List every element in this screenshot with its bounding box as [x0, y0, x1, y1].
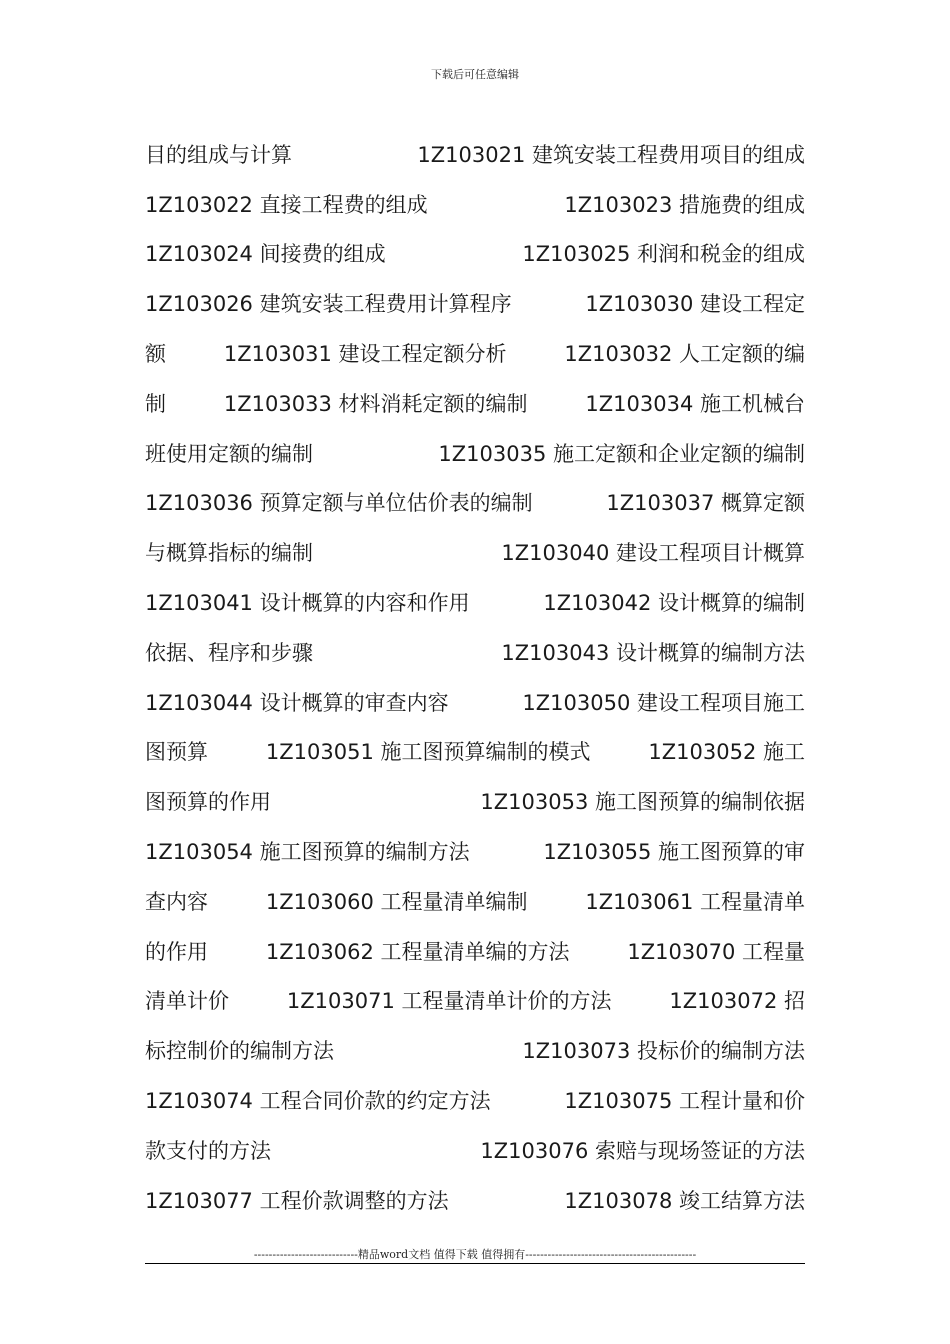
- text-segment: 图预算: [145, 740, 208, 765]
- text-segment: 1Z103023 措施费的组成: [564, 192, 805, 217]
- text-segment: 1Z103025 利润和税金的组成: [522, 242, 805, 267]
- text-segment: 1Z103050 建设工程项目施工: [522, 690, 805, 715]
- text-segment: 1Z103035 施工定额和企业定额的编制: [438, 441, 805, 466]
- text-line: [145, 977, 805, 1027]
- text-line: [145, 130, 805, 180]
- text-segment: 款支付的方法: [145, 1138, 271, 1163]
- text-segment: 1Z103053 施工图预算的编制依据: [480, 790, 805, 815]
- page-footer: ----------------------------精品word文档 值得下载 值得拥有----------------------------------------------: [253, 1248, 697, 1261]
- text-segment: 与概算指标的编制: [145, 541, 313, 566]
- text-segment: 1Z103073 投标价的编制方法: [522, 1039, 805, 1064]
- text-line: [145, 429, 805, 479]
- text-line: [145, 777, 805, 827]
- text-segment: 1Z103044 设计概算的审查内容: [145, 690, 449, 715]
- text-segment: 1Z103077 工程价款调整的方法: [145, 1188, 449, 1213]
- text-line: [145, 230, 805, 280]
- text-segment: 1Z103031 建设工程定额分析: [223, 342, 507, 367]
- text-segment: 1Z103043 设计概算的编制方法: [501, 640, 805, 665]
- text-segment: 1Z103037 概算定额: [606, 491, 805, 516]
- text-segment: 目的组成与计算: [145, 142, 292, 167]
- text-line: [145, 1076, 805, 1126]
- text-segment: 班使用定额的编制: [145, 441, 313, 466]
- text-line: [145, 329, 805, 379]
- text-segment: 额: [145, 342, 166, 367]
- text-segment: 1Z103061 工程量清单: [585, 889, 805, 914]
- text-segment: 1Z103075 工程计量和价: [564, 1089, 805, 1114]
- text-segment: 1Z103072 招: [669, 989, 805, 1014]
- text-line: [145, 379, 805, 429]
- text-segment: 1Z103074 工程合同价款的约定方法: [145, 1089, 491, 1114]
- text-segment: 1Z103021 建筑安装工程费用项目的组成: [417, 142, 805, 167]
- text-segment: 的作用: [145, 939, 208, 964]
- text-segment: 1Z103051 施工图预算编制的模式: [265, 740, 591, 765]
- text-segment: 1Z103054 施工图预算的编制方法: [145, 840, 470, 865]
- text-segment: 1Z103042 设计概算的编制: [543, 591, 805, 616]
- text-line: [145, 578, 805, 628]
- text-segment: 1Z103024 间接费的组成: [145, 242, 386, 267]
- text-line: [145, 678, 805, 728]
- text-line: [145, 479, 805, 529]
- text-line: [145, 180, 805, 230]
- text-segment: 1Z103040 建设工程项目计概算: [501, 541, 805, 566]
- text-segment: 1Z103041 设计概算的内容和作用: [145, 591, 470, 616]
- text-segment: 1Z103033 材料消耗定额的编制: [223, 391, 528, 416]
- text-line: [145, 827, 805, 877]
- text-segment: 1Z103030 建设工程定: [585, 292, 805, 317]
- text-segment: 1Z103078 竣工结算方法: [564, 1188, 805, 1213]
- text-segment: 1Z103076 索赔与现场签证的方法: [480, 1138, 805, 1163]
- text-segment: 1Z103060 工程量清单编制: [265, 889, 528, 914]
- text-segment: 图预算的作用: [145, 790, 271, 815]
- text-segment: 清单计价: [145, 989, 229, 1014]
- footer-rule: [145, 1263, 805, 1264]
- text-segment: 1Z103071 工程量清单计价的方法: [286, 989, 612, 1014]
- text-segment: 1Z103022 直接工程费的组成: [145, 192, 428, 217]
- text-line: [145, 1176, 805, 1226]
- text-segment: 标控制价的编制方法: [145, 1039, 334, 1064]
- text-segment: 1Z103034 施工机械台: [585, 391, 805, 416]
- text-line: [145, 528, 805, 578]
- text-line: [145, 1126, 805, 1176]
- text-segment: 1Z103052 施工: [648, 740, 805, 765]
- text-line: [145, 628, 805, 678]
- text-segment: 1Z103036 预算定额与单位估价表的编制: [145, 491, 533, 516]
- text-segment: 1Z103070 工程量: [627, 939, 805, 964]
- text-line: [145, 1026, 805, 1076]
- text-segment: 1Z103026 建筑安装工程费用计算程序: [145, 292, 512, 317]
- text-line: [145, 877, 805, 927]
- text-line: [145, 279, 805, 329]
- text-line: [145, 728, 805, 778]
- body-text: [145, 130, 805, 1226]
- text-segment: 1Z103055 施工图预算的审: [543, 840, 805, 865]
- page-header: 下载后可任意编辑: [431, 68, 519, 81]
- text-segment: 依据、程序和步骤: [145, 640, 313, 665]
- text-segment: 1Z103062 工程量清单编的方法: [265, 939, 570, 964]
- text-segment: 查内容: [145, 889, 208, 914]
- text-segment: 制: [145, 391, 166, 416]
- text-line: [145, 927, 805, 977]
- text-segment: 1Z103032 人工定额的编: [564, 342, 805, 367]
